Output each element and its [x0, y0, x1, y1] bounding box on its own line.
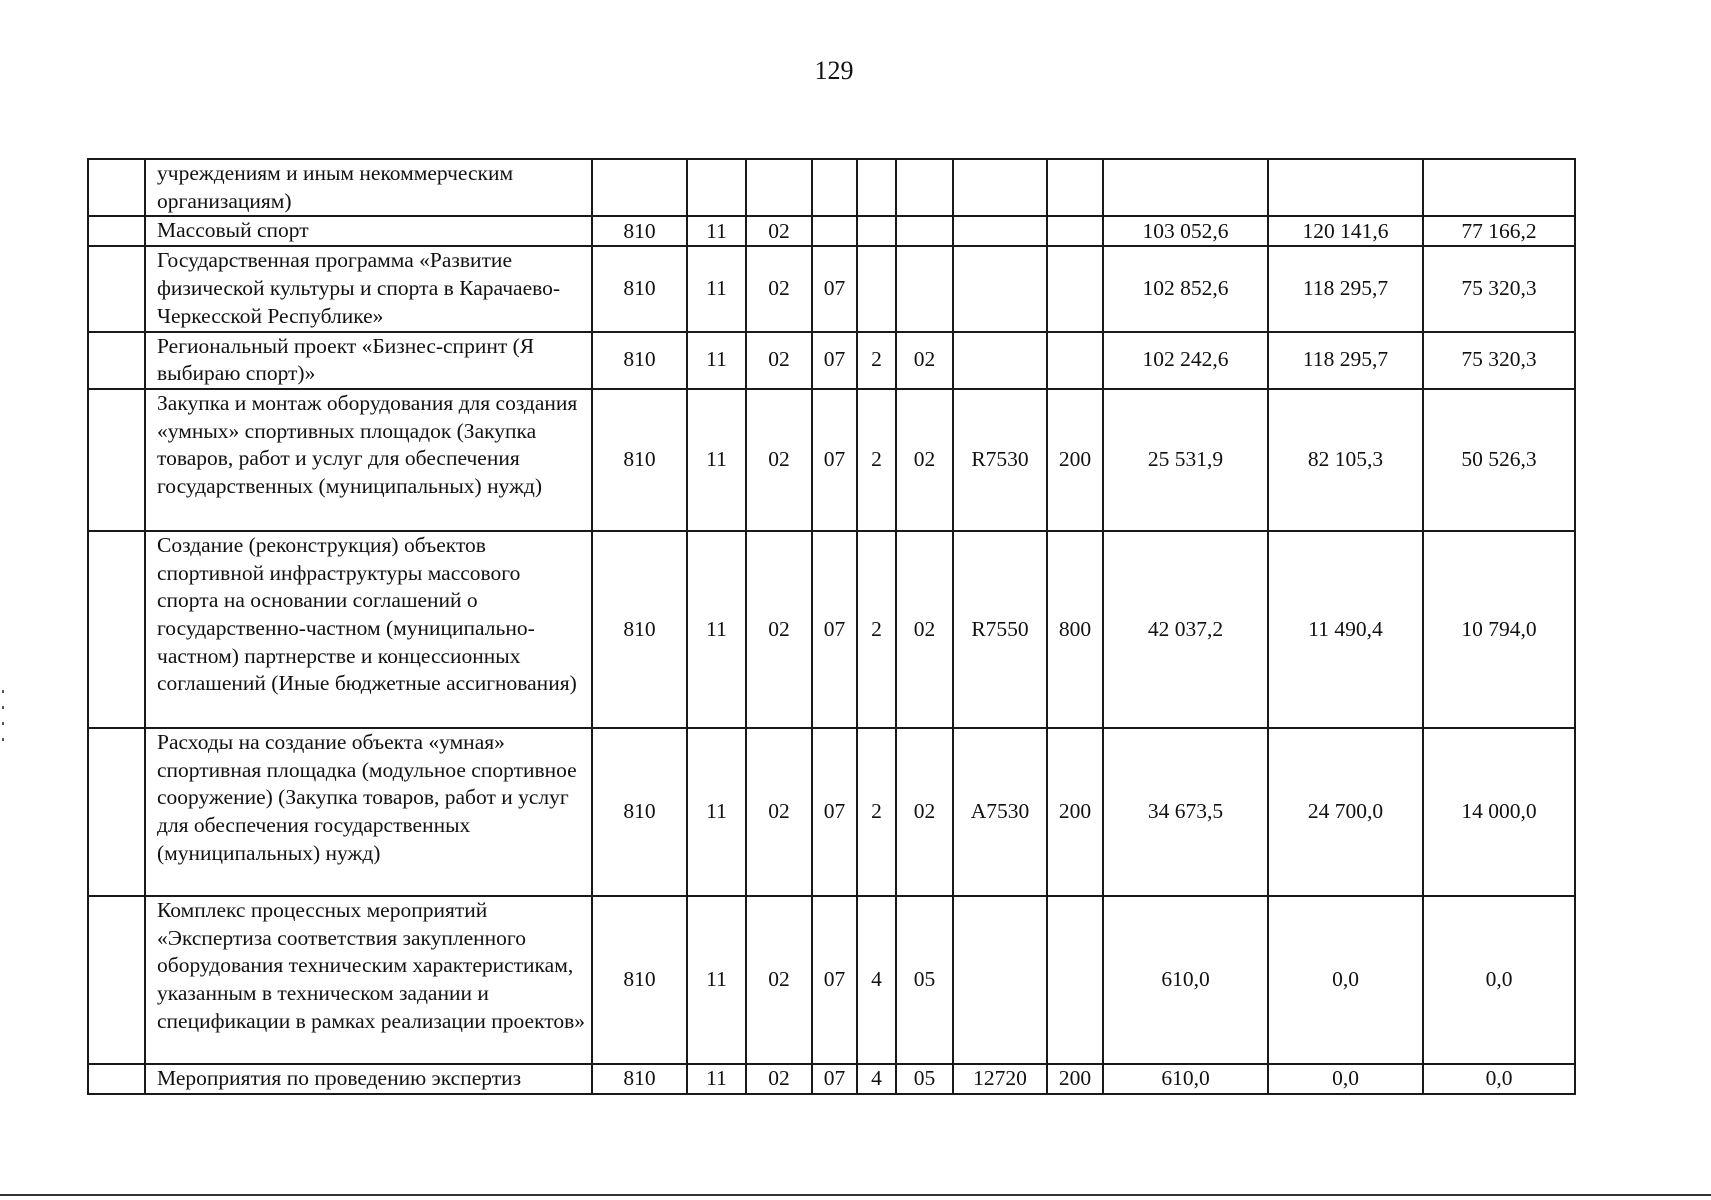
subsection-code-cell: 02 — [746, 216, 812, 246]
subsection-code-cell: 02 — [746, 246, 812, 331]
table-row — [88, 246, 1575, 331]
subprogram-code-cell — [857, 246, 896, 331]
subprogram-code-cell: 4 — [857, 1064, 896, 1094]
direction-code-cell — [953, 246, 1047, 331]
subsection-code-cell — [746, 159, 812, 216]
direction-code-cell — [953, 159, 1047, 216]
expense-type-cell — [1047, 159, 1103, 216]
table-body — [88, 159, 1575, 1094]
scan-mark — [2, 690, 4, 693]
amount-year3-cell: 14 000,0 — [1423, 728, 1575, 896]
amount-year3-cell: 77 166,2 — [1423, 216, 1575, 246]
item-name-cell: Региональный проект «Бизнес-спринт (Я выбираю спорт)» — [145, 332, 592, 389]
amount-year1-cell: 34 673,5 — [1103, 728, 1268, 896]
program-code-cell — [812, 216, 857, 246]
amount-year2-cell — [1268, 159, 1423, 216]
table-row — [88, 1064, 1575, 1094]
item-name-cell: Расходы на создание объекта «умная» спортивная площадка (модульное спортивное сооружение) (Закупка товаров, работ и услуг для обеспечения государственных (муниципальных) нужд) — [145, 728, 592, 896]
subprogram-code-cell: 4 — [857, 896, 896, 1064]
program-code-cell: 07 — [812, 389, 857, 531]
ministry-code-cell: 810 — [592, 246, 687, 331]
subprogram-code-cell — [857, 216, 896, 246]
item-name-cell: учреждениям и иным некоммерческим организациям) — [145, 159, 592, 216]
section-code-cell: 11 — [687, 531, 746, 728]
direction-code-cell — [953, 332, 1047, 389]
program-code-cell: 07 — [812, 1064, 857, 1094]
amount-year2-cell: 82 105,3 — [1268, 389, 1423, 531]
amount-year3-cell: 50 526,3 — [1423, 389, 1575, 531]
subprogram-code-cell: 2 — [857, 531, 896, 728]
scan-mark — [2, 706, 4, 709]
expense-type-cell: 200 — [1047, 728, 1103, 896]
subprogram-code-cell — [857, 159, 896, 216]
activity-code-cell: 02 — [896, 531, 953, 728]
subsection-code-cell: 02 — [746, 728, 812, 896]
activity-code-cell: 02 — [896, 389, 953, 531]
section-code-cell: 11 — [687, 728, 746, 896]
subprogram-code-cell: 2 — [857, 389, 896, 531]
table-row — [88, 159, 1575, 216]
amount-year3-cell: 0,0 — [1423, 896, 1575, 1064]
expense-type-cell: 200 — [1047, 389, 1103, 531]
amount-year1-cell: 25 531,9 — [1103, 389, 1268, 531]
row-marker-cell — [88, 216, 145, 246]
amount-year3-cell: 0,0 — [1423, 1064, 1575, 1094]
row-marker-cell — [88, 531, 145, 728]
amount-year2-cell: 0,0 — [1268, 896, 1423, 1064]
direction-code-cell — [953, 896, 1047, 1064]
ministry-code-cell: 810 — [592, 1064, 687, 1094]
subsection-code-cell: 02 — [746, 896, 812, 1064]
table-row — [88, 216, 1575, 246]
ministry-code-cell: 810 — [592, 389, 687, 531]
expense-type-cell — [1047, 896, 1103, 1064]
activity-code-cell — [896, 159, 953, 216]
item-name-cell: Комплекс процессных мероприятий «Экспертиза соответствия закупленного оборудования техническим характеристикам, указанным в техническом задании и спецификации в рамках реализации проектов» — [145, 896, 592, 1064]
amount-year1-cell: 102 242,6 — [1103, 332, 1268, 389]
amount-year1-cell: 103 052,6 — [1103, 216, 1268, 246]
item-name-cell: Закупка и монтаж оборудования для создания «умных» спортивных площадок (Закупка товаров, работ и услуг для обеспечения государственных (муниципальных) нужд) — [145, 389, 592, 531]
table-row — [88, 531, 1575, 728]
row-marker-cell — [88, 332, 145, 389]
amount-year3-cell: 75 320,3 — [1423, 332, 1575, 389]
row-marker-cell — [88, 159, 145, 216]
amount-year1-cell: 102 852,6 — [1103, 246, 1268, 331]
row-marker-cell — [88, 389, 145, 531]
ministry-code-cell: 810 — [592, 531, 687, 728]
expense-type-cell — [1047, 246, 1103, 331]
subsection-code-cell: 02 — [746, 531, 812, 728]
subprogram-code-cell: 2 — [857, 728, 896, 896]
direction-code-cell: R7530 — [953, 389, 1047, 531]
budget-table — [87, 158, 1576, 1095]
row-marker-cell — [88, 246, 145, 331]
row-marker-cell — [88, 896, 145, 1064]
amount-year3-cell: 75 320,3 — [1423, 246, 1575, 331]
table-row — [88, 896, 1575, 1064]
ministry-code-cell: 810 — [592, 216, 687, 246]
amount-year1-cell — [1103, 159, 1268, 216]
amount-year1-cell: 610,0 — [1103, 1064, 1268, 1094]
program-code-cell: 07 — [812, 728, 857, 896]
expense-type-cell: 800 — [1047, 531, 1103, 728]
program-code-cell: 07 — [812, 896, 857, 1064]
amount-year2-cell: 118 295,7 — [1268, 332, 1423, 389]
expense-type-cell — [1047, 332, 1103, 389]
amount-year3-cell: 10 794,0 — [1423, 531, 1575, 728]
direction-code-cell: A7530 — [953, 728, 1047, 896]
amount-year3-cell — [1423, 159, 1575, 216]
ministry-code-cell: 810 — [592, 896, 687, 1064]
row-marker-cell — [88, 1064, 145, 1094]
item-name-cell: Массовый спорт — [145, 216, 592, 246]
scan-mark — [2, 722, 4, 725]
subsection-code-cell: 02 — [746, 1064, 812, 1094]
expense-type-cell — [1047, 216, 1103, 246]
amount-year2-cell: 118 295,7 — [1268, 246, 1423, 331]
section-code-cell: 11 — [687, 389, 746, 531]
item-name-cell: Создание (реконструкция) объектов спортивной инфраструктуры массового спорта на основании соглашений о государственно-частном (муниципально-частном) партнерстве и концессионных соглашений (Иные бюджетные ассигнования) — [145, 531, 592, 728]
section-code-cell — [687, 159, 746, 216]
activity-code-cell: 02 — [896, 728, 953, 896]
ministry-code-cell: 810 — [592, 728, 687, 896]
item-name-cell: Мероприятия по проведению экспертиз — [145, 1064, 592, 1094]
amount-year2-cell: 120 141,6 — [1268, 216, 1423, 246]
scan-mark — [2, 738, 4, 741]
amount-year1-cell: 610,0 — [1103, 896, 1268, 1064]
section-code-cell: 11 — [687, 896, 746, 1064]
amount-year2-cell: 24 700,0 — [1268, 728, 1423, 896]
activity-code-cell — [896, 246, 953, 331]
row-marker-cell — [88, 728, 145, 896]
ministry-code-cell: 810 — [592, 332, 687, 389]
subsection-code-cell: 02 — [746, 389, 812, 531]
program-code-cell: 07 — [812, 531, 857, 728]
amount-year1-cell: 42 037,2 — [1103, 531, 1268, 728]
direction-code-cell: R7550 — [953, 531, 1047, 728]
table-row — [88, 389, 1575, 531]
item-name-cell: Государственная программа «Развитие физической культуры и спорта в Карачаево-Черкесской Республике» — [145, 246, 592, 331]
amount-year2-cell: 0,0 — [1268, 1064, 1423, 1094]
activity-code-cell: 05 — [896, 896, 953, 1064]
table-row — [88, 332, 1575, 389]
direction-code-cell — [953, 216, 1047, 246]
page-number: 129 — [814, 56, 854, 85]
section-code-cell: 11 — [687, 332, 746, 389]
section-code-cell: 11 — [687, 246, 746, 331]
program-code-cell: 07 — [812, 246, 857, 331]
activity-code-cell — [896, 216, 953, 246]
activity-code-cell: 05 — [896, 1064, 953, 1094]
subsection-code-cell: 02 — [746, 332, 812, 389]
subprogram-code-cell: 2 — [857, 332, 896, 389]
amount-year2-cell: 11 490,4 — [1268, 531, 1423, 728]
program-code-cell — [812, 159, 857, 216]
table-row — [88, 728, 1575, 896]
activity-code-cell: 02 — [896, 332, 953, 389]
ministry-code-cell — [592, 159, 687, 216]
page-bottom-rule — [0, 1194, 1711, 1196]
program-code-cell: 07 — [812, 332, 857, 389]
direction-code-cell: 12720 — [953, 1064, 1047, 1094]
expense-type-cell: 200 — [1047, 1064, 1103, 1094]
section-code-cell: 11 — [687, 1064, 746, 1094]
section-code-cell: 11 — [687, 216, 746, 246]
